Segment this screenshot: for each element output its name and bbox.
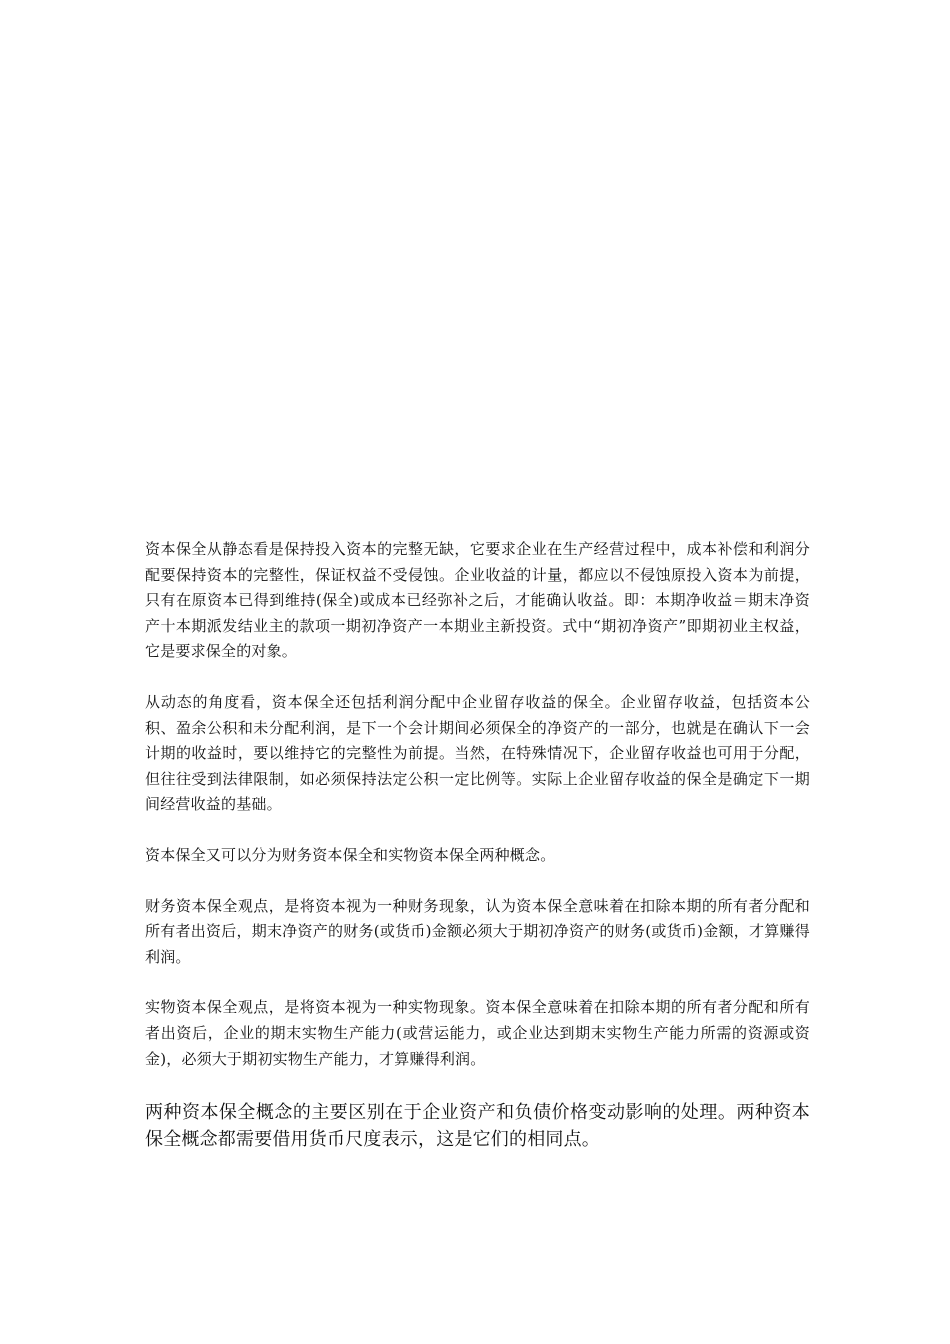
- paragraph-static-capital-maintenance: 资本保全从静态看是保持投入资本的完整无缺，它要求企业在生产经营过程中，成本补偿和利润分配要保持资本的完整性，保证权益不受侵蚀。企业收益的计量，都应以不侵蚀原投入资本为前提，只有在原资本已得到维持(保全)或成本已经弥补之后，才能确认收益。即：本期净收益＝期末净资产十本期派发结业主的款项一期初净资产一本期业主新投资。式中“期初净资产”即期初业主权益，它是要求保全的对象。: [145, 540, 810, 661]
- document-body: [145, 537, 810, 1153]
- paragraph-financial-capital-maintenance: 财务资本保全观点，是将资本视为一种财务现象，认为资本保全意味着在扣除本期的所有者分配和所有者出资后，期末净资产的财务(或货币)金额必须大于期初净资产的财务(或货币)金额，才算赚得利润。: [145, 896, 810, 966]
- paragraph-two-concepts-intro: 资本保全又可以分为财务资本保全和实物资本保全两种概念。: [145, 845, 556, 864]
- paragraph-main-difference: 两种资本保全概念的主要区别在于企业资产和负债价格变动影响的处理。两种资本保全概念都需要借用货币尺度表示，这是它们的相同点。: [145, 1102, 810, 1151]
- paragraph-physical-capital-maintenance: 实物资本保全观点，是将资本视为一种实物现象。资本保全意味着在扣除本期的所有者分配和所有者出资后，企业的期末实物生产能力(或营运能力，或企业达到期末实物生产能力所需的资源或资金)，必须大于期初实物生产能力，才算赚得利润。: [145, 998, 810, 1068]
- paragraph-dynamic-capital-maintenance: 从动态的角度看，资本保全还包括利润分配中企业留存收益的保全。企业留存收益，包括资本公积、盈余公积和未分配利润，是下一个会计期间必须保全的净资产的一部分，也就是在确认下一会计期的收益时，要以维持它的完整性为前提。当然，在特殊情况下，企业留存收益也可用于分配，但往往受到法律限制，如必须保持法定公积一定比例等。实际上企业留存收益的保全是确定下一期间经营收益的基础。: [145, 692, 810, 814]
